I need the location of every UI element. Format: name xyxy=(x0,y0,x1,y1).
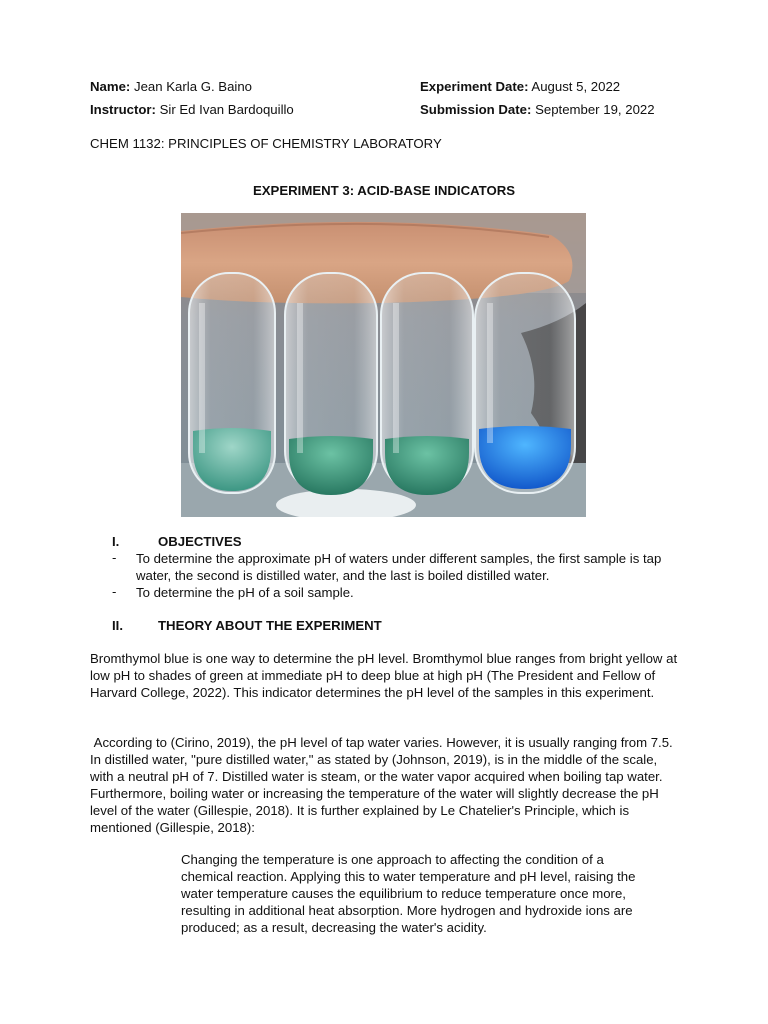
objective-1-dash: - xyxy=(112,550,117,565)
objective-1: To determine the approximate pH of waters under different samples, the first sample is tap water, the second is distilled water, and the last is boiled distilled water. xyxy=(136,551,662,583)
experiment-date-value: August 5, 2022 xyxy=(531,79,621,94)
course-title: CHEM 1132: PRINCIPLES OF CHEMISTRY LABORATORY xyxy=(90,136,442,151)
test-tubes-photo xyxy=(181,213,586,517)
name-value: Jean Karla G. Baino xyxy=(133,79,253,94)
theory-paragraph-2: According to (Cirino, 2019), the pH level of tap water varies. However, it is usually ranging from 7.5. In distilled water, "pure distilled water," as stated by (Johnson, 2019), is in the middle of the scale, with a neutral pH of 7. Distilled water is steam, or the water vapor acquired when boiling tap water. Furthermore, boiling water or increasing the temperature of the water will slightly decrease the pH level of the water (Gillespie, 2018). It is further explained by Le Chatelier's Principle, which is mentioned (Gillespie, 2018): xyxy=(90,735,677,835)
block-quote: Changing the temperature is one approach to affecting the condition of a chemical reaction. Applying this to water temperature and pH level, raising the water temperature causes the equilibrium to reduce temperature once more, resulting in additional heat absorption. More hydrogen and hydroxide ions are produced; as a result, decreasing the water's acidity. xyxy=(181,852,636,935)
experiment-title: EXPERIMENT 3: ACID-BASE INDICATORS xyxy=(252,183,516,198)
submission-date-value: September 19, 2022 xyxy=(535,102,655,117)
experiment-date-line xyxy=(420,79,620,94)
experiment-date-label: Experiment Date: xyxy=(420,79,529,94)
name-label: Name: xyxy=(90,79,131,94)
objective-2-dash: - xyxy=(112,584,117,599)
submission-date-label: Submission Date: xyxy=(420,102,532,117)
instructor-line xyxy=(90,102,294,117)
instructor-label: Instructor: xyxy=(90,102,156,117)
section-1-numeral: I. xyxy=(112,534,120,549)
section-2-heading: THEORY ABOUT THE EXPERIMENT xyxy=(158,618,382,633)
section-2-numeral: II. xyxy=(112,618,123,633)
name-line xyxy=(90,79,252,94)
instructor-value: Sir Ed Ivan Bardoquillo xyxy=(159,102,294,117)
section-1-heading: OBJECTIVES xyxy=(158,534,242,549)
objective-2: To determine the pH of a soil sample. xyxy=(136,585,354,600)
theory-paragraph-1: Bromthymol blue is one way to determine the pH level. Bromthymol blue ranges from bright yellow at low pH to shades of green at immediate pH to deep blue at high pH (The President and Fellow of Harvard College, 2022). This indicator determines the pH level of the samples in this experiment. xyxy=(90,651,678,700)
submission-date-line xyxy=(420,102,655,117)
